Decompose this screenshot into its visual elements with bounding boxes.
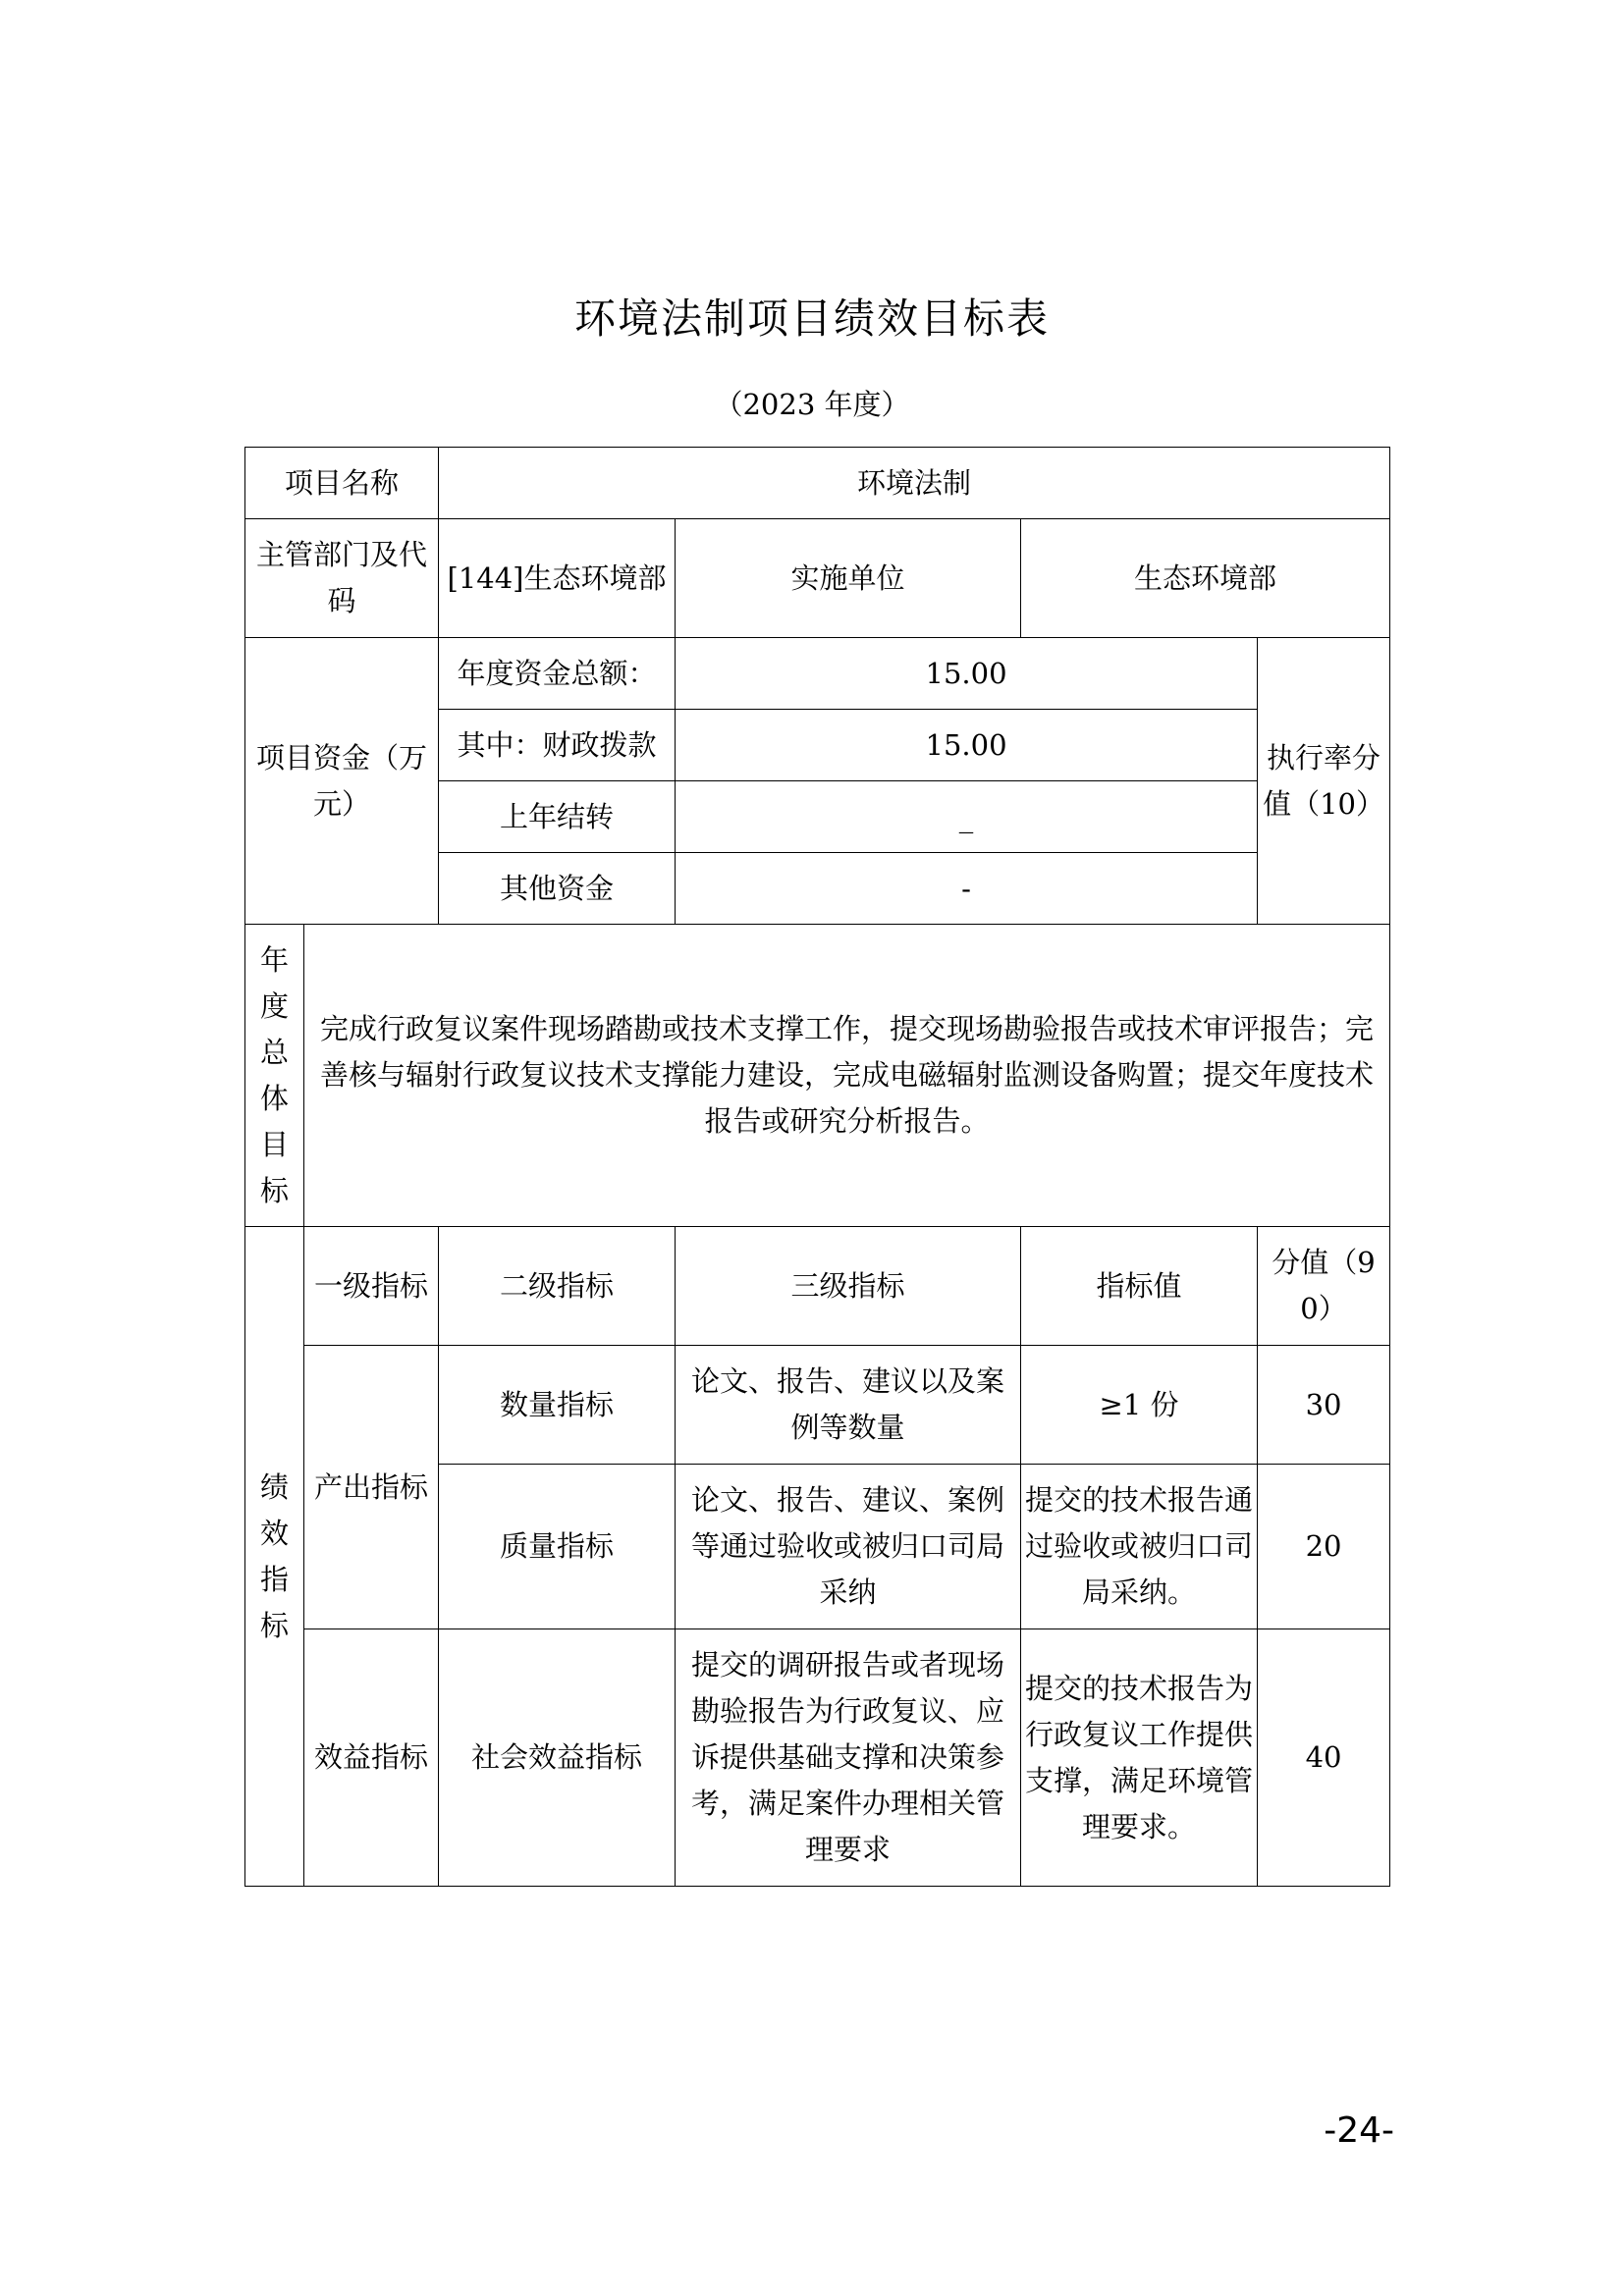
- funds-label: 项目资金（万元）: [245, 638, 439, 925]
- annual-goal-row: [245, 925, 1390, 1227]
- level2-social: 社会效益指标: [439, 1629, 676, 1887]
- perf-indicators-label: 绩效指标: [245, 1227, 304, 1887]
- annual-goal-label: 年度总体目标: [245, 925, 304, 1227]
- exec-rate-label: 执行率分值（10）: [1258, 638, 1390, 925]
- dept-value: [144]生态环境部: [439, 519, 676, 638]
- indicator-row-social: [245, 1629, 1390, 1887]
- level1-output: 产出指标: [304, 1346, 439, 1629]
- level3-quantity: 论文、报告、建议以及案例等数量: [676, 1346, 1021, 1465]
- indicator-row-quantity: [245, 1346, 1390, 1465]
- score-quality: 20: [1258, 1465, 1390, 1629]
- value-quality: 提交的技术报告通过验收或被归口司局采纳。: [1021, 1465, 1258, 1629]
- fund-label-other: 其他资金: [439, 853, 676, 925]
- level3-quality: 论文、报告、建议、案例等通过验收或被归口司局采纳: [676, 1465, 1021, 1629]
- header-level3: 三级指标: [676, 1227, 1021, 1346]
- project-name-row: [245, 448, 1390, 519]
- document-title: 环境法制项目绩效目标表: [573, 294, 1050, 343]
- page-number: -24-: [1324, 2110, 1394, 2151]
- document-subtitle: （2023 年度）: [714, 388, 910, 421]
- value-social: 提交的技术报告为行政复议工作提供支撑，满足环境管理要求。: [1021, 1629, 1258, 1887]
- impl-label: 实施单位: [676, 519, 1021, 638]
- dept-label: 主管部门及代码: [245, 519, 439, 638]
- fund-row-total: [245, 638, 1390, 710]
- fund-label-fiscal: 其中：财政拨款: [439, 710, 676, 781]
- project-name-value: 环境法制: [439, 448, 1390, 519]
- annual-goal-text: 完成行政复议案件现场踏勘或技术支撑工作，提交现场勘验报告或技术审评报告；完善核与辐射行政复议技术支撑能力建设，完成电磁辐射监测设备购置；提交年度技术报告或研究分析报告。: [304, 925, 1390, 1227]
- level2-quantity: 数量指标: [439, 1346, 676, 1465]
- header-level2: 二级指标: [439, 1227, 676, 1346]
- header-value: 指标值: [1021, 1227, 1258, 1346]
- indicator-header-row: [245, 1227, 1390, 1346]
- fund-value-carryover: _: [676, 781, 1258, 853]
- impl-value: 生态环境部: [1021, 519, 1390, 638]
- score-social: 40: [1258, 1629, 1390, 1887]
- level1-benefit: 效益指标: [304, 1629, 439, 1887]
- fund-label-carryover: 上年结转: [439, 781, 676, 853]
- project-name-label: 项目名称: [245, 448, 439, 519]
- performance-target-table: [244, 447, 1390, 1887]
- fund-label-total: 年度资金总额：: [439, 638, 676, 710]
- department-row: [245, 519, 1390, 638]
- score-quantity: 30: [1258, 1346, 1390, 1465]
- header-score: 分值（90）: [1258, 1227, 1390, 1346]
- value-quantity: ≥1 份: [1021, 1346, 1258, 1465]
- level3-social: 提交的调研报告或者现场勘验报告为行政复议、应诉提供基础支撑和决策参考，满足案件办理相关管理要求: [676, 1629, 1021, 1887]
- fund-value-other: -: [676, 853, 1258, 925]
- fund-value-fiscal: 15.00: [676, 710, 1258, 781]
- level2-quality: 质量指标: [439, 1465, 676, 1629]
- header-level1: 一级指标: [304, 1227, 439, 1346]
- fund-value-total: 15.00: [676, 638, 1258, 710]
